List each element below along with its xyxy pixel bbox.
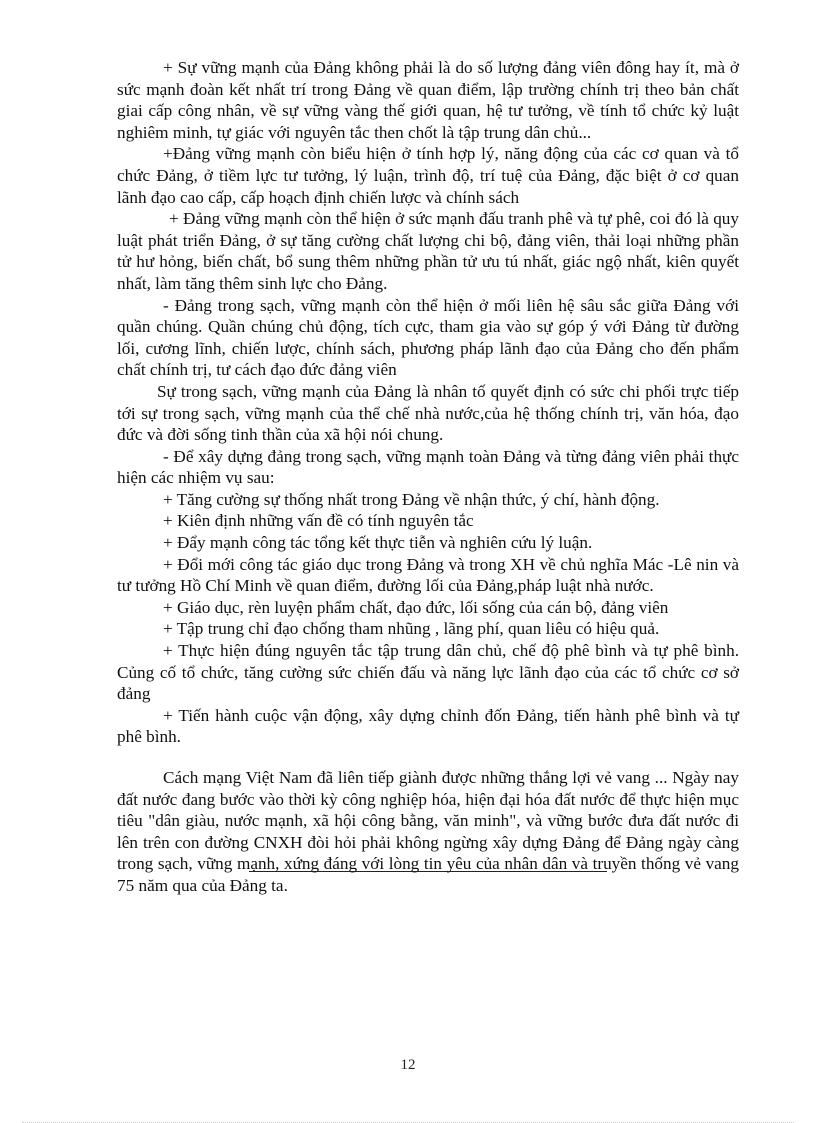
paragraph-party-strength: + Sự vững mạnh của Đảng không phải là do số lượng đảng viên đông hay ít, mà ở sức mạnh đoàn kết nhất trí trong Đảng về quan điểm, lập trường chính trị theo bản chất giai cấp công nhân, về sự vững vàng thế giới quan, hệ tư tưởng, về tính tổ chức kỷ luật nghiêm minh, tự giác với nguyên tắc then chốt là tập trung dân chủ... — [117, 58, 739, 142]
paragraph-tasks-intro: - Để xây dựng đảng trong sạch, vững mạnh toàn Đảng và từng đảng viên phải thực hiện các nhiệm vụ sau: — [117, 446, 739, 488]
paragraph-decisive-factor: Sự trong sạch, vững mạnh của Đảng là nhân tố quyết định có sức chi phối trực tiếp tới sự trong sạch, vững mạnh của thể chế nhà nước,của hệ thống chính trị, văn hóa, đạo đức và đời sống tinh thần của xã hội nói chung. — [117, 381, 739, 445]
task-item-ethics: + Giáo dục, rèn luyện phẩm chất, đạo đức, lối sống của cán bộ, đảng viên — [163, 597, 669, 617]
paragraph-spacer — [117, 748, 739, 767]
task-item-principles: + Kiên định những vấn đề có tính nguyên tắc — [163, 511, 474, 531]
page-body — [117, 57, 739, 897]
paragraph-conclusion: Cách mạng Việt Nam đã liên tiếp giành được những thắng lợi vẻ vang ... Ngày nay đất nước đang bước vào thời kỳ công nghiệp hóa, hiện đại hóa đất nước để thực hiện mục tiêu "dân giàu, nước mạnh, xã hội công bằng, văn minh", và vững bước đưa đất nước đi lên trên con đường CNXH đòi hỏi phải không ngừng xây dựng Đảng để Đảng ngày càng trong sạch, vững mạnh, xứng đáng với lòng tin yêu của nhân dân và truyền thống vẻ vang 75 năm qua của Đảng ta. — [117, 768, 739, 895]
task-item-unity: + Tăng cường sự thống nhất trong Đảng về nhận thức, ý chí, hành động. — [163, 489, 660, 509]
task-item-theory: + Đẩy mạnh công tác tổng kết thực tiễn và nghiên cứu lý luận. — [163, 533, 593, 553]
task-item-anti-corruption: + Tập trung chỉ đạo chống tham nhũng , lãng phí, quan liêu có hiệu quả. — [163, 619, 660, 639]
page-number: 12 — [400, 1057, 416, 1073]
paragraph-self-criticism: + Đảng vững mạnh còn thể hiện ở sức mạnh đấu tranh phê và tự phê, coi đó là quy luật phát triển Đảng, ở sự tăng cường chất lượng chi bộ, đảng viên, thải loại những phần tử hư hỏng, biến chất, bổ sung thêm những phần tử ưu tú nhất, giác ngộ nhất, kiên quyết nhất, làm tăng thêm sinh lực cho Đảng. — [117, 209, 739, 293]
paragraph-mass-relations: - Đảng trong sạch, vững mạnh còn thể hiện ở mối liên hệ sâu sắc giữa Đảng với quần chúng. Quần chúng chủ động, tích cực, tham gia vào sự góp ý với Đảng từ đường lối, cương lĩnh, chiến lược, chính sách, phương pháp lãnh đạo của Đảng cho đến phẩm chất chính trị, tư cách đạo đức đảng viên — [117, 295, 739, 380]
task-item-democracy: + Thực hiện đúng nguyên tắc tập trung dân chủ, chế độ phê bình và tự phê bình. Củng cố tổ chức, tăng cường sức chiến đấu và năng lực lãnh đạo của các tổ chức cơ sở đảng — [117, 641, 739, 704]
paragraph-party-organization: +Đảng vững mạnh còn biểu hiện ở tính hợp lý, năng động của các cơ quan và tổ chức Đảng, ở tiềm lực tư tưởng, lý luận, trình độ, trí tuệ của Đảng, đặc biệt ở cơ quan lãnh đạo cao cấp, cấp hoạch định chiến lược và chính sách — [117, 144, 739, 207]
closing-rule — [249, 871, 607, 872]
task-item-education: + Đổi mới công tác giáo dục trong Đảng và trong XH về chủ nghĩa Mác -Lê nin và tư tưởng Hồ Chí Minh về quan điểm, đường lối của Đảng,pháp luật nhà nước. — [117, 554, 739, 596]
task-item-rectification: + Tiến hành cuộc vận động, xây dựng chỉnh đốn Đảng, tiến hành phê bình và tự phê bình. — [117, 705, 739, 747]
